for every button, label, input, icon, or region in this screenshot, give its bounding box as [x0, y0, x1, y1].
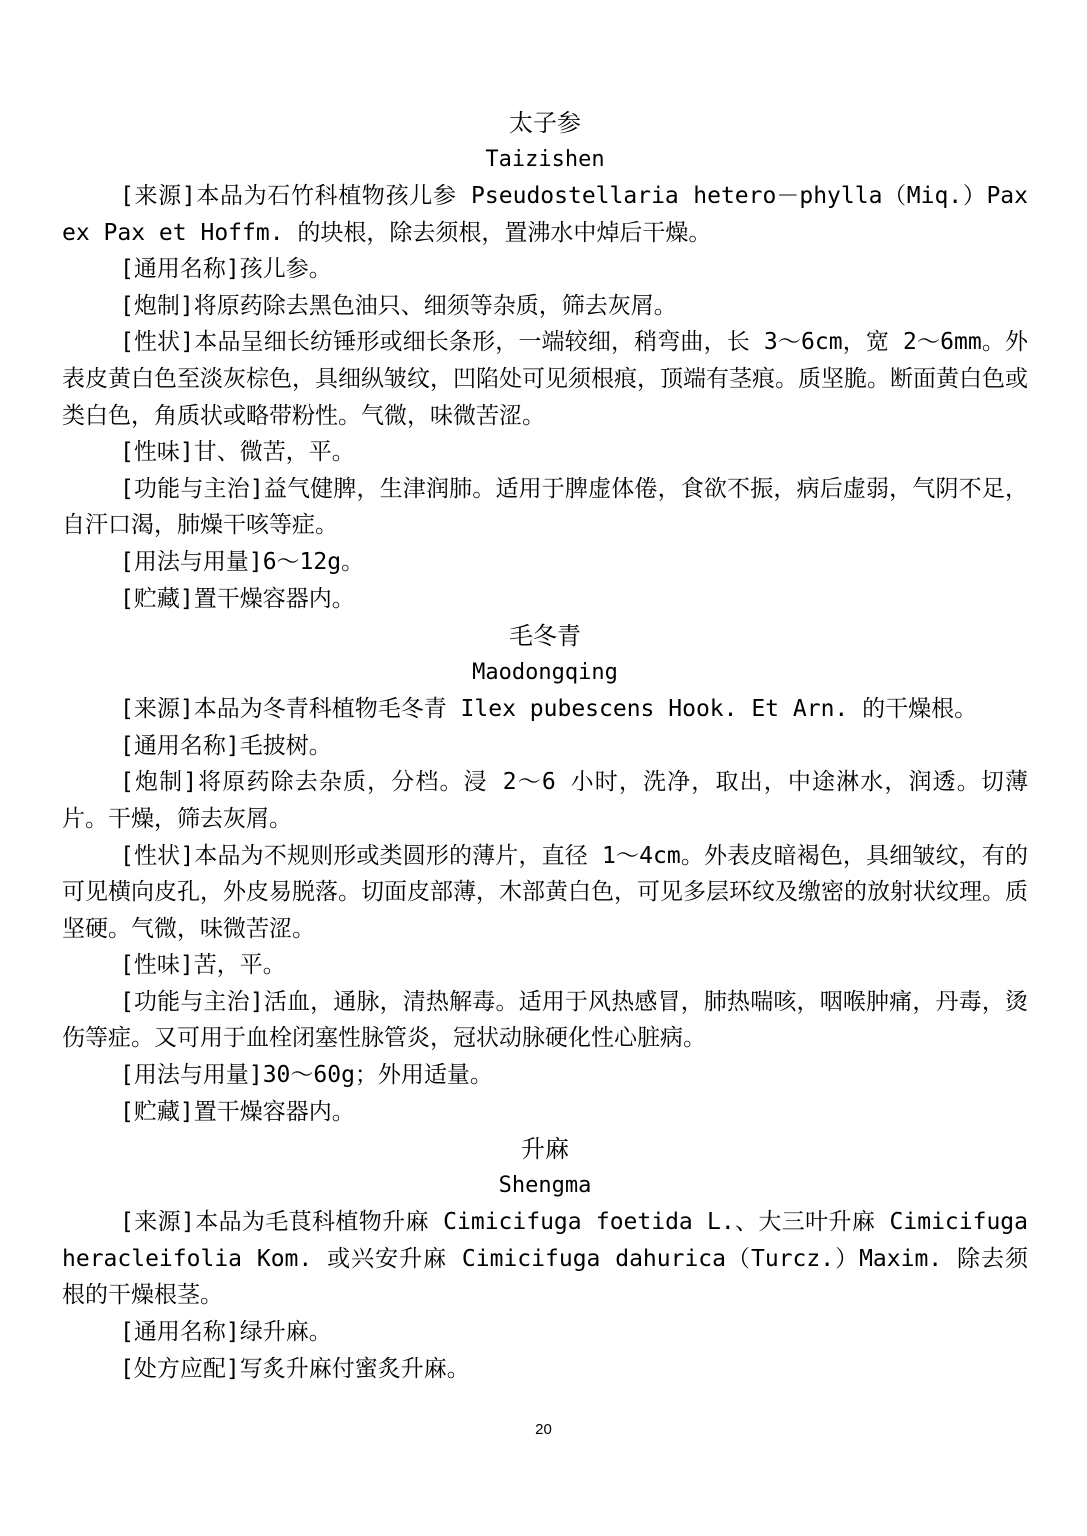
entry-title-cn: 升麻	[521, 1135, 569, 1164]
paragraph-dosage: [用法与用量]6～12g。	[120, 548, 365, 575]
entry-title-en: Maodongqing	[472, 660, 618, 686]
paragraph-prescription: [处方应配]写炙升麻付蜜炙升麻。	[120, 1355, 470, 1382]
paragraph-dosage: [用法与用量]30～60g；外用适量。	[120, 1062, 493, 1089]
paragraph-description: [性状]本品呈细长纺锤形或细长条形，一端较细，稍弯曲，长 3～6cm，宽 2～6mm。外表皮黄白色至淡灰棕色，具细纵皱纹，凹陷处可见须根痕，顶端有茎痕。质坚脆。断面黄白色或类白色，角质状或略带粉性。气微，味微苦涩。	[62, 329, 1028, 429]
paragraph-common-name: [通用名称]绿升麻。	[120, 1319, 332, 1346]
entry-shengma	[62, 1130, 1028, 1387]
paragraph-common-name: [通用名称]毛披树。	[120, 732, 332, 759]
entry-title-en: Taizishen	[485, 147, 605, 172]
paragraph-storage: [贮藏]置干燥容器内。	[120, 1098, 355, 1125]
entry-title-cn: 太子参	[509, 109, 581, 137]
entry-title-cn: 毛冬青	[509, 622, 581, 651]
paragraph-storage: [贮藏]置干燥容器内。	[120, 585, 355, 612]
paragraph-properties: [性味]甘、微苦，平。	[120, 439, 355, 466]
page-number: 20	[535, 1421, 552, 1438]
entry-maodongqing	[62, 617, 1028, 1130]
paragraph-processing: [炮制]将原药除去杂质，分档。浸 2～6 小时，洗净，取出，中途淋水，润透。切薄片。干燥，筛去灰屑。	[62, 769, 1028, 832]
paragraph-source: [来源]本品为冬青科植物毛冬青 Ilex pubescens Hook. Et Arn. 的干燥根。	[120, 696, 978, 723]
paragraph-properties: [性味]苦，平。	[120, 952, 286, 979]
entry-title-en: Shengma	[498, 1173, 592, 1199]
entry-taizishen	[62, 104, 1028, 617]
paragraph-processing: [炮制]将原药除去黑色油只、细须等杂质，筛去灰屑。	[120, 292, 677, 319]
paragraph-description: [性状]本品为不规则形或类圆形的薄片，直径 1～4cm。外表皮暗褐色，具细皱纹，有的可见横向皮孔，外皮易脱落。切面皮部薄，木部黄白色，可见多层环纹及缴密的放射状纹理。质坚硬。气微，味微苦涩。	[62, 842, 1028, 942]
paragraph-functions: [功能与主治]益气健脾，生津润肺。适用于脾虚体倦，食欲不振，病后虚弱，气阴不足，自汗口渴，肺燥干咳等症。	[62, 475, 1028, 539]
document-body	[62, 104, 1028, 1387]
paragraph-source: [来源]本品为石竹科植物孩儿参 Pseudostellaria hetero－phylla（Miq.）Pax ex Pax et Hoffm. 的块根，除去须根，置沸水中焯后干燥。	[62, 183, 1028, 246]
paragraph-source: [来源]本品为毛茛科植物升麻 Cimicifuga foetida L.、大三叶升麻 Cimicifuga heracleifolia Kom. 或兴安升麻 Cimicifuga dahurica（Turcz.）Maxim. 除去须根的干燥根茎。	[62, 1209, 1028, 1309]
paragraph-functions: [功能与主治]活血，通脉，清热解毒。适用于风热感冒，肺热喘咳，咽喉肿痛，丹毒，烫伤等症。又可用于血栓闭塞性脉管炎，冠状动脉硬化性心脏病。	[62, 988, 1028, 1052]
paragraph-common-name: [通用名称]孩儿参。	[120, 256, 332, 283]
